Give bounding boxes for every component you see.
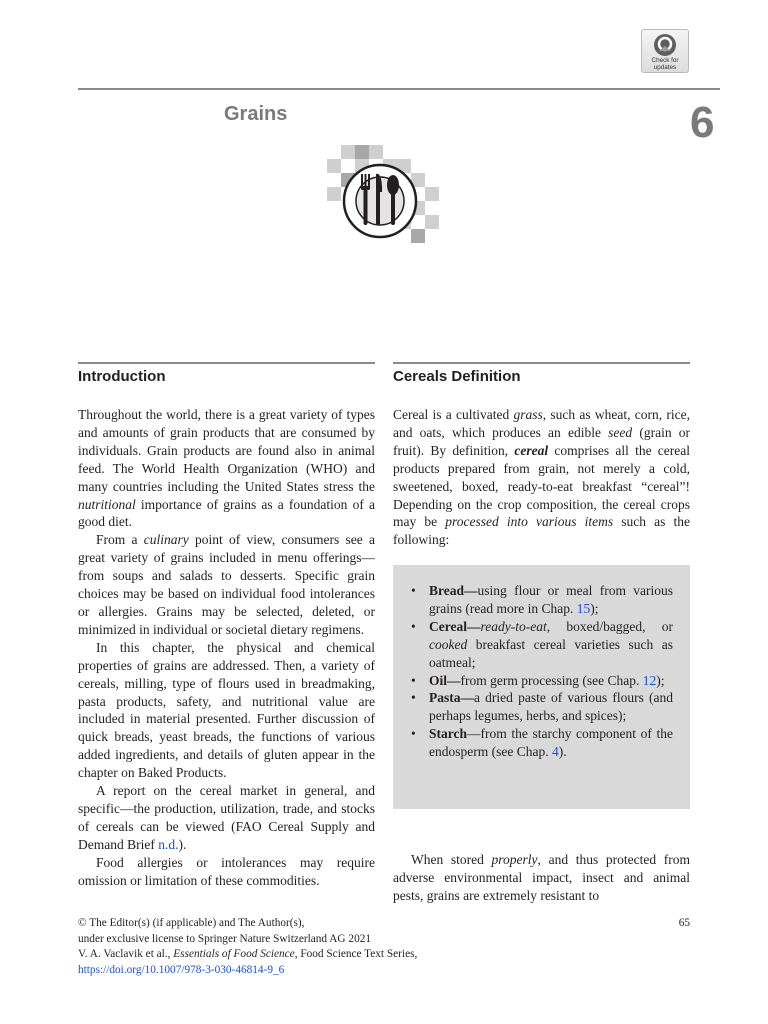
cereals-definition-heading: Cereals Definition bbox=[393, 368, 521, 385]
page-number: 65 bbox=[678, 917, 690, 929]
text-run: When stored bbox=[411, 852, 492, 867]
copyright-line: © The Editor(s) (if applicable) and The Author(s), bbox=[78, 917, 305, 929]
text-run: ). bbox=[558, 744, 567, 760]
introduction-paragraph bbox=[78, 782, 375, 854]
cereal-item bbox=[409, 582, 673, 618]
text-run: using flour or meal from various grains (read more in Chap. bbox=[429, 583, 673, 616]
introduction-paragraph bbox=[78, 531, 375, 638]
bold-term: Cereal— bbox=[429, 618, 481, 634]
crossmark-icon bbox=[653, 33, 677, 57]
reference-link[interactable]: 12 bbox=[642, 672, 657, 688]
cereal-item bbox=[409, 689, 673, 725]
cereal-item bbox=[409, 672, 673, 690]
text-run: ); bbox=[656, 672, 665, 688]
badge-label bbox=[642, 58, 688, 71]
chapter-title: Grains bbox=[224, 103, 288, 125]
bold-term: Oil— bbox=[429, 672, 461, 688]
introduction-paragraph bbox=[78, 406, 375, 531]
copyright-footer bbox=[78, 916, 690, 978]
italic-text: ready-to-eat bbox=[480, 618, 547, 634]
text-run: importance of grains as a foundation of a good diet. bbox=[78, 496, 375, 530]
bold-term: Pasta— bbox=[429, 690, 474, 706]
bold-italic-term: cereal bbox=[514, 442, 549, 458]
text-run: —from the starchy component of the endosperm (see Chap. bbox=[429, 726, 673, 760]
text-run: (grain or fruit). By definition, bbox=[393, 424, 690, 458]
italic-text: cooked bbox=[429, 636, 468, 652]
cereals-definition-paragraph bbox=[393, 406, 690, 549]
license-line: under exclusive license to Springer Nature Switzerland AG 2021 bbox=[78, 932, 372, 945]
bullet-icon: • bbox=[411, 672, 416, 688]
text-run: A report on the cereal market in general, and specific—the production, utilization, trade, and stocks of cereals can be viewed (FAO Cereal Supply and Demand Brief bbox=[78, 783, 375, 852]
introduction-heading: Introduction bbox=[78, 368, 166, 385]
text-run: Cereal is a cultivated bbox=[393, 407, 514, 422]
introduction-rule bbox=[78, 362, 375, 364]
storage-paragraph-block bbox=[393, 851, 690, 905]
bullet-icon: • bbox=[411, 618, 416, 634]
text-run: such as the following: bbox=[393, 514, 690, 548]
bullet-icon: • bbox=[411, 583, 416, 598]
cereal-item bbox=[409, 618, 673, 672]
citation-suffix: , Food Science Text Series, bbox=[294, 948, 418, 960]
introduction-paragraph bbox=[78, 854, 375, 890]
chapter-number: 6 bbox=[690, 98, 715, 147]
check-for-updates-badge[interactable] bbox=[641, 29, 689, 73]
cereals-definition-body bbox=[393, 406, 690, 549]
text-run: from germ processing (see Chap. bbox=[460, 672, 643, 688]
plate-cutlery-logo bbox=[320, 142, 450, 250]
cereal-items-box bbox=[393, 565, 690, 809]
text-run: , boxed/bagged, or bbox=[546, 618, 673, 634]
text-run: ). bbox=[178, 836, 187, 852]
text-run: comprises all the cereal products prepared from grain, not merely a cold, sweetened, boxed, ready-to-eat breakfast “cereal”! Depending on the crop composition, the cereal crops may be bbox=[393, 442, 690, 530]
italic-text: seed bbox=[608, 424, 633, 440]
text-run: In this chapter, the physical and chemical properties of grains are addressed. Then, a variety of cereals, milling, type of flours used in breadmaking, pasta products, safety, and nutritional value are included in material presented. Further discussion of quick breads, yeast breads, the functions of various added ingredients, and details of gluten appear in the chapter on Baked Products. bbox=[78, 639, 375, 781]
bullet-icon: • bbox=[411, 726, 416, 742]
text-run: Food allergies or intolerances may require omission or limitation of these commodities. bbox=[78, 854, 375, 888]
doi-link[interactable]: https://doi.org/10.1007/978-3-030-46814-9_6 bbox=[78, 963, 285, 976]
italic-text: processed into various items bbox=[445, 514, 614, 530]
text-run: , and thus protected from adverse environmental impact, insect and animal pests, grains are extremely resistant to bbox=[393, 852, 690, 903]
citation-line bbox=[78, 947, 690, 963]
reference-link[interactable]: 15 bbox=[576, 600, 591, 616]
badge-line-1: Check for bbox=[651, 57, 679, 64]
bullet-icon: • bbox=[411, 690, 416, 706]
storage-paragraph bbox=[393, 851, 690, 905]
italic-text: properly bbox=[491, 852, 538, 867]
introduction-body bbox=[78, 406, 375, 889]
cereal-items-list bbox=[409, 582, 673, 761]
cereal-item bbox=[409, 725, 673, 761]
text-run: a dried paste of various flours (and perhaps legumes, herbs, and spices); bbox=[429, 690, 673, 724]
text-run: point of view, consumers see a great variety of grains included in menu offerings—from soups and salads to desserts. Specific grain choices may be based on individual food intolerances or allergies. Grains may be selected, deleted, or minimized in individual or societal dietary regimens. bbox=[78, 532, 375, 637]
italic-text: nutritional bbox=[78, 496, 136, 512]
citation-prefix: V. A. Vaclavik et al., bbox=[78, 948, 174, 960]
text-run: From a bbox=[96, 532, 144, 548]
introduction-paragraph bbox=[78, 639, 375, 782]
cereals-definition-rule bbox=[393, 362, 690, 364]
badge-line-2: updates bbox=[653, 63, 677, 71]
text-run: ); bbox=[590, 600, 599, 616]
reference-link[interactable]: n.d. bbox=[158, 836, 179, 852]
header-rule bbox=[78, 88, 720, 90]
bold-term: Bread— bbox=[429, 583, 478, 598]
italic-text: grass bbox=[513, 407, 543, 422]
text-run: breakfast cereal varieties such as oatmeal; bbox=[429, 636, 673, 670]
reference-link[interactable]: 4 bbox=[551, 744, 559, 760]
text-run: , such as wheat, corn, rice, and oats, which produces an edible bbox=[393, 407, 691, 440]
bold-term: Starch bbox=[429, 726, 468, 742]
book-title: Essentials of Food Science bbox=[173, 948, 295, 960]
text-run: Throughout the world, there is a great variety of types and amounts of grain products that are consumed by individuals. Grain products are found also in animal feed. The World Health Organization (WHO) and many countries including the United States stress the bbox=[78, 407, 375, 494]
italic-text: culinary bbox=[143, 532, 189, 548]
